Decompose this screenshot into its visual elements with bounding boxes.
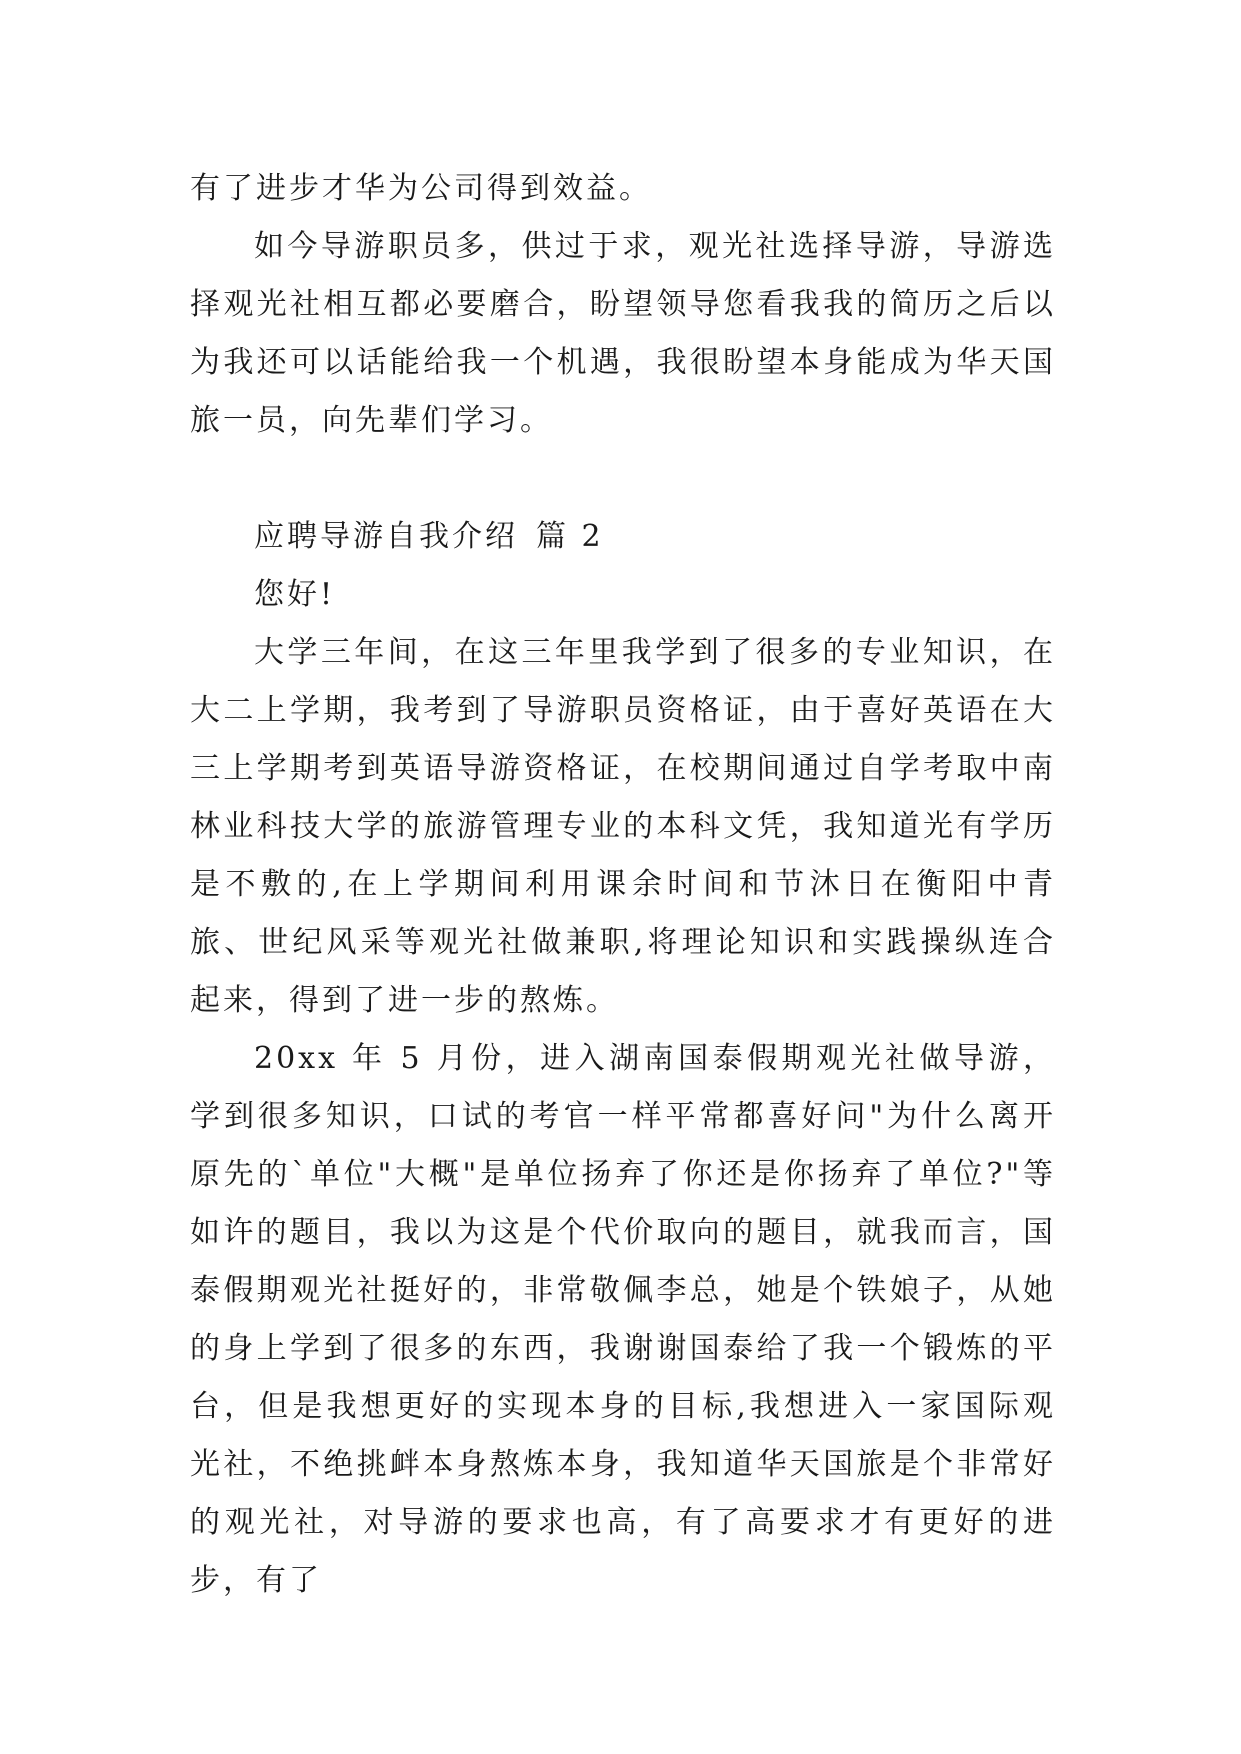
section-heading — [190, 508, 1056, 566]
paragraph-continuation: 有了进步才华为公司得到效益。 — [190, 171, 652, 206]
paragraph: 20xx 年 5 月份，进入湖南国泰假期观光社做导游，学到很多知识，口试的考官一样平常都喜好问"为什么离开原先的`单位"大概"是单位扬弃了你还是你扬弃了单位?"等如许的题目，我以为这是个代价取向的题目，就我而言，国泰假期观光社挺好的，非常敬佩李总，她是个铁娘子，从她的身上学到了很多的东西，我谢谢国泰给了我一个锻炼的平台，但是我想更好的实现本身的目标,我想进入一家国际观光社，不绝挑衅本身熬炼本身，我知道华天国旅是个非常好的观光社，对导游的要求也高，有了高要求才有更好的进步，有了 — [190, 1041, 1056, 1598]
document-body — [190, 160, 1056, 1610]
paragraph: 大学三年间，在这三年里我学到了很多的专业知识，在大二上学期，我考到了导游职员资格证，由于喜好英语在大三上学期考到英语导游资格证，在校期间通过自学考取中南林业科技大学的旅游管理专业的本科文凭，我知道光有学历是不敷的,在上学期间利用课余时间和节沐日在衡阳中青旅、世纪风采等观光社做兼职,将理论知识和实践操纵连合起来，得到了进一步的熬炼。 — [190, 635, 1056, 1018]
paragraph: 如今导游职员多，供过于求，观光社选择导游，导游选择观光社相互都必要磨合，盼望领导您看我我的简历之后以为我还可以话能给我一个机遇，我很盼望本身能成为华天国旅一员，向先辈们学习。 — [190, 229, 1056, 438]
section-number: 篇 2 — [536, 519, 604, 554]
greeting: 您好! — [254, 577, 336, 612]
section-spacer — [190, 450, 1056, 508]
section-title: 应聘导游自我介绍 — [254, 519, 518, 554]
